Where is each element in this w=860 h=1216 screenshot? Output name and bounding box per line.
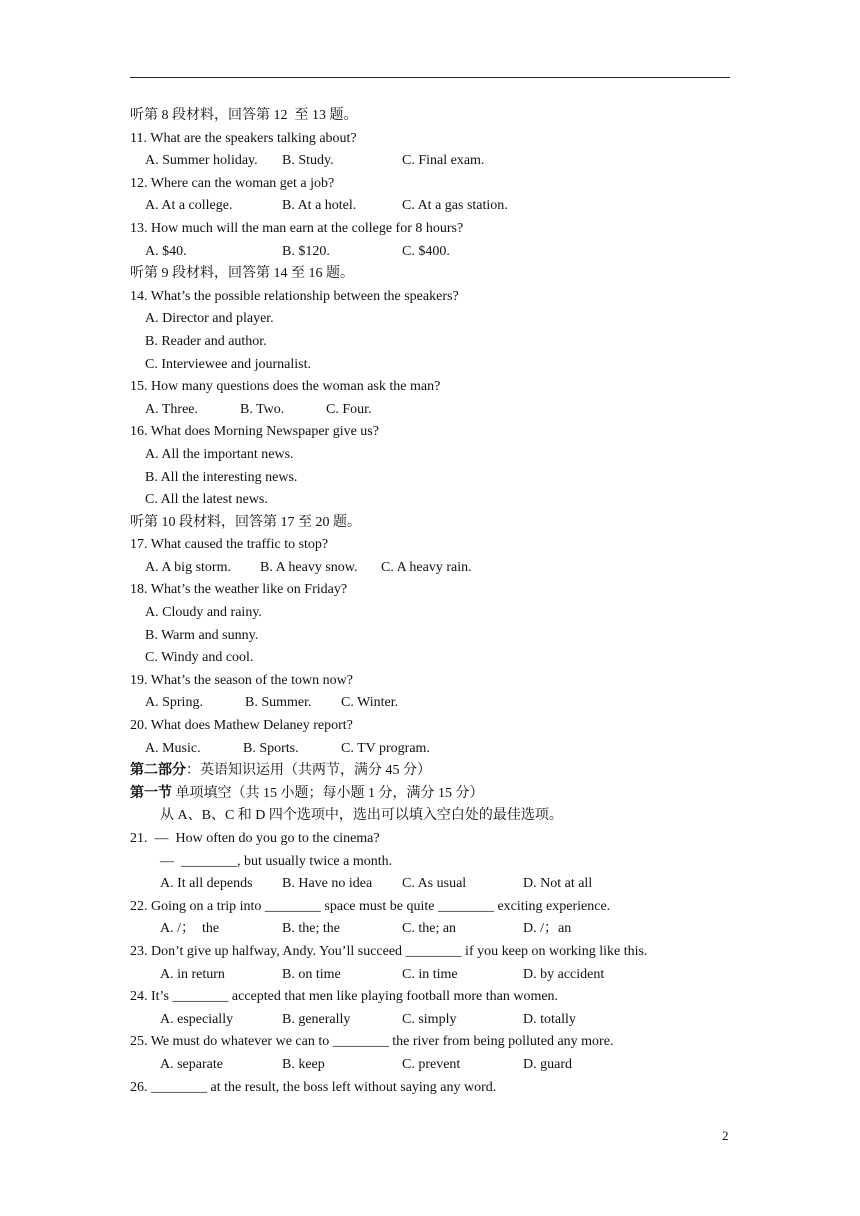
option-row <box>130 918 750 941</box>
document-body <box>130 105 750 1099</box>
answer-option: B. All the interesting news. <box>145 469 298 485</box>
answer-option: B. Two. <box>240 401 285 417</box>
question-text: 23. Don’t give up halfway, Andy. You’ll succeed ________ if you keep on working like this. <box>130 943 648 959</box>
answer-option: B. $120. <box>282 243 330 259</box>
answer-option: C. the; an <box>402 921 457 937</box>
option-row <box>130 692 750 715</box>
question-text: 13. How much will the man earn at the college for 8 hours? <box>130 220 464 236</box>
question-text: 18. What’s the weather like on Friday? <box>130 582 348 598</box>
answer-option: B. At a hotel. <box>282 198 357 214</box>
answer-option: D. guard <box>523 1056 572 1072</box>
answer-option: A. $40. <box>145 243 187 259</box>
answer-option: C. TV program. <box>341 740 430 756</box>
option-row <box>130 964 750 987</box>
question-text: 21. — How often do you go to the cinema? <box>130 831 380 846</box>
question-text: 22. Going on a trip into ________ space must be quite ________ exciting experience. <box>130 898 611 914</box>
answer-option: A. /； the <box>160 921 220 937</box>
answer-option: D. by accident <box>523 966 605 982</box>
answer-option: B. Summer. <box>245 695 312 711</box>
answer-option: B. Sports. <box>243 740 299 756</box>
question-text: 24. It’s ________ accepted that men like playing football more than women. <box>130 989 559 1005</box>
section-heading: 听第 10 段材料，回答第 17 至 20 题。 <box>130 514 361 530</box>
part-heading <box>130 760 750 783</box>
question-text: 19. What’s the season of the town now? <box>130 672 353 688</box>
answer-option: A. Three. <box>145 401 198 417</box>
instruction-text: 从 A、B、C 和 D 四个选项中，选出可以填入空白处的最佳选项。 <box>160 808 563 824</box>
option-row <box>130 557 750 580</box>
answer-option: C. At a gas station. <box>402 198 508 214</box>
answer-option: A. Music. <box>145 740 201 756</box>
answer-option: A. especially <box>160 1011 234 1027</box>
answer-option: C. in time <box>402 966 458 982</box>
answer-option: C. As usual <box>402 876 467 892</box>
question-text: 15. How many questions does the woman ask the man? <box>130 379 441 395</box>
answer-option: B. Warm and sunny. <box>145 627 259 643</box>
page-number: 2 <box>722 1128 729 1143</box>
option-row <box>130 150 750 173</box>
answer-option: C. Winter. <box>341 695 399 711</box>
dialogue-line: — ________, but usually twice a month. <box>160 853 393 869</box>
answer-option: A. All the important news. <box>145 446 294 462</box>
part-heading-bold: 第一节 <box>130 785 172 801</box>
answer-option: A. separate <box>160 1056 223 1072</box>
option-row <box>130 399 750 422</box>
answer-option: D. /；an <box>523 921 572 937</box>
answer-option: A. Director and player. <box>145 311 274 327</box>
section-heading: 听第 9 段材料，回答第 14 至 16 题。 <box>130 266 354 282</box>
answer-option: C. $400. <box>402 243 450 259</box>
answer-option: C. Windy and cool. <box>145 650 254 666</box>
option-row <box>130 873 750 896</box>
answer-option: B. generally <box>282 1011 351 1027</box>
answer-option: C. A heavy rain. <box>381 559 472 575</box>
answer-option: A. Summer holiday. <box>145 153 258 169</box>
part-heading-text: ：英语知识运用（共两节，满分 45 分） <box>186 763 431 779</box>
answer-option: B. Have no idea <box>282 876 373 892</box>
question-text: 17. What caused the traffic to stop? <box>130 537 329 553</box>
question-text: 25. We must do whatever we can to ________ the river from being polluted any more. <box>130 1034 614 1050</box>
part-heading-text: 单项填空（共 15 小题；每小题 1 分，满分 15 分） <box>172 785 484 801</box>
answer-option: C. Interviewee and journalist. <box>145 356 312 372</box>
answer-option: C. simply <box>402 1011 457 1027</box>
answer-option: B. Reader and author. <box>145 333 267 349</box>
answer-option: C. Final exam. <box>402 153 485 169</box>
answer-option: B. the; the <box>282 921 340 937</box>
answer-option: B. Study. <box>282 153 334 169</box>
answer-option: A. Cloudy and rainy. <box>145 605 262 621</box>
answer-option: A. in return <box>160 966 225 982</box>
question-text: 14. What’s the possible relationship between the speakers? <box>130 288 459 304</box>
answer-option: B. A heavy snow. <box>260 559 358 575</box>
header-rule <box>130 77 730 78</box>
question-text: 16. What does Morning Newspaper give us? <box>130 424 379 440</box>
answer-option: A. Spring. <box>145 695 203 711</box>
answer-option: C. Four. <box>326 401 372 417</box>
answer-option: C. prevent <box>402 1056 461 1072</box>
question-text: 11. What are the speakers talking about? <box>130 130 357 146</box>
option-row <box>130 1054 750 1077</box>
answer-option: A. A big storm. <box>145 559 231 575</box>
option-row <box>130 241 750 264</box>
part-heading <box>130 783 750 806</box>
answer-option: A. It all depends <box>160 876 253 892</box>
answer-option: B. on time <box>282 966 341 982</box>
answer-option: D. totally <box>523 1011 576 1027</box>
question-text: 12. Where can the woman get a job? <box>130 175 335 191</box>
answer-option: B. keep <box>282 1056 325 1072</box>
part-heading-bold: 第二部分 <box>130 763 186 779</box>
answer-option: D. Not at all <box>523 876 593 892</box>
option-row <box>130 195 750 218</box>
option-row <box>130 738 750 761</box>
answer-option: A. At a college. <box>145 198 233 214</box>
section-heading: 听第 8 段材料，回答第 12 至 13 题。 <box>130 108 358 123</box>
question-text: 26. ________ at the result, the boss left without saying any word. <box>130 1079 497 1095</box>
question-text: 20. What does Mathew Delaney report? <box>130 718 353 734</box>
option-row <box>130 1009 750 1032</box>
answer-option: C. All the latest news. <box>145 492 268 508</box>
